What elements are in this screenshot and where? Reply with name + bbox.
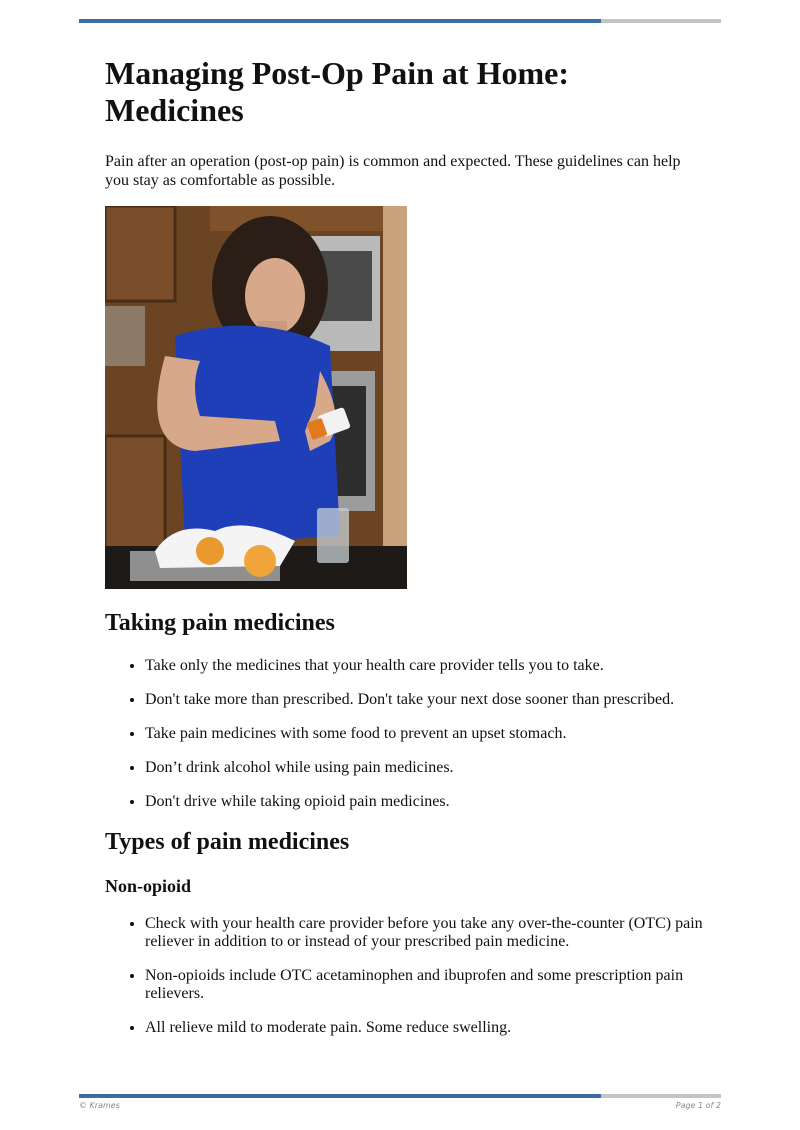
footer-page-number: Page 1 of 2: [675, 1101, 721, 1110]
header-accent-bar: [79, 19, 721, 23]
list-item: • Don’t drink alcohol while using pain medicines.: [145, 759, 705, 777]
page-title: Managing Post-Op Pain at Home: Medicines: [105, 55, 569, 128]
section-heading-types: Types of pain medicines: [105, 829, 350, 855]
intro-paragraph: Pain after an operation (post-op pain) is common and expected. These guidelines can help you stay as comfortable as possible.: [105, 153, 681, 189]
photo-illustration: [105, 206, 407, 589]
subheading-non-opioid: Non-opioid: [105, 876, 192, 896]
list-item: • Take pain medicines with some food to prevent an upset stomach.: [145, 725, 705, 743]
footer-accent-bar: [79, 1094, 721, 1098]
list-item: • Check with your health care provider before you take any over-the-counter (OTC) pain reliever in addition to or instead of your prescribed pain medicine.: [145, 915, 705, 951]
non-opioid-list: [105, 915, 705, 1037]
list-item: • Non-opioids include OTC acetaminophen and ibuprofen and some prescription pain relievers.: [145, 967, 705, 1003]
list-item: • Take only the medicines that your health care provider tells you to take.: [145, 657, 705, 675]
taking-list: [105, 657, 705, 811]
accent-bar-blue: [79, 1094, 601, 1098]
list-item: • Don't drive while taking opioid pain medicines.: [145, 793, 705, 811]
accent-bar-blue: [79, 19, 601, 23]
section-heading-taking: Taking pain medicines: [105, 610, 335, 636]
footer-copyright: © Krames: [79, 1101, 120, 1110]
list-item: • All relieve mild to moderate pain. Some reduce swelling.: [145, 1019, 705, 1037]
list-item: • Don't take more than prescribed. Don't take your next dose sooner than prescribed.: [145, 691, 705, 709]
document-body: [105, 55, 705, 1037]
accent-bar-grey: [601, 1094, 721, 1098]
woman-with-pill-bottle-photo: [105, 206, 407, 589]
accent-bar-grey: [601, 19, 721, 23]
